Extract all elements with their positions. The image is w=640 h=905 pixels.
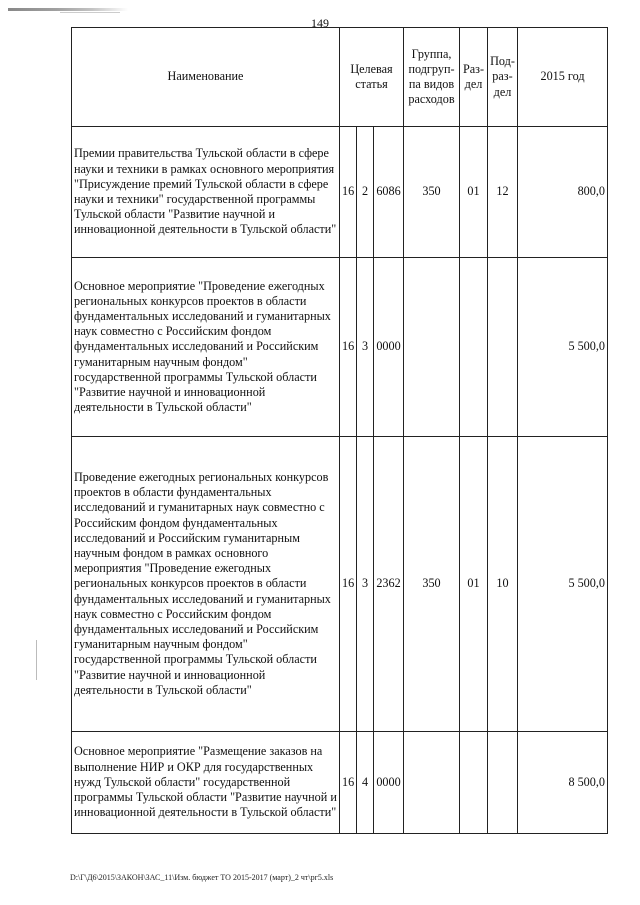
row-code-subprogram: 3: [357, 437, 374, 732]
row-code-direction: 0000: [374, 258, 404, 437]
row-code-program: 16: [340, 437, 357, 732]
row-section: 01: [460, 127, 488, 258]
row-code-direction: 2362: [374, 437, 404, 732]
row-amount: 8 500,0: [518, 732, 608, 834]
row-name: Основное мероприятие "Проведение ежегодных региональных конкурсов проектов в области фундаментальных исследований и гуманитарных наук совместно с Российским фондом фундаментальных исследований и Российским гуманитарным научным фондом" государственной программы Тульской области "Развитие научной и инновационной деятельности в Тульской области": [72, 258, 340, 437]
page-number: 149: [311, 16, 329, 30]
row-section: 01: [460, 437, 488, 732]
row-code-direction: 6086: [374, 127, 404, 258]
row-name: Премии правительства Тульской области в сфере науки и техники в рамках основного мероприятия "Присуждение премий Тульской области в сфере науки и техники" государственной программы Тульской области "Развитие научной и инновационной деятельности в Тульской области": [72, 127, 340, 258]
row-group: [404, 732, 460, 834]
row-subsection: [488, 732, 518, 834]
row-name: Проведение ежегодных региональных конкурсов проектов в области фундаментальных исследований и гуманитарных наук совместно с Российским фондом фундаментальных исследований и Российским гуманитарным научным фондом в рамках основного мероприятия "Проведение ежегодных региональных конкурсов проектов в области фундаментальных исследований и гуманитарных наук совместно с Российским фондом фундаментальных исследований и Российским гуманитарным научным фондом" государственной программы Тульской области "Развитие научной и инновационной деятельности в Тульской области": [72, 437, 340, 732]
budget-table: [71, 27, 608, 834]
row-code-program: 16: [340, 732, 357, 834]
row-group: 350: [404, 437, 460, 732]
row-amount: 5 500,0: [518, 437, 608, 732]
row-code-program: 16: [340, 127, 357, 258]
row-code-subprogram: 3: [357, 258, 374, 437]
row-code-subprogram: 2: [357, 127, 374, 258]
header-subsection: Под-раз-дел: [488, 28, 518, 127]
row-amount: 800,0: [518, 127, 608, 258]
row-name: Основное мероприятие "Размещение заказов на выполнение НИР и ОКР для государственных нужд Тульской области" государственной программы Тульской области "Развитие научной и инновационной деятельности в Тульской области": [72, 732, 340, 834]
scan-artifact: [36, 640, 37, 680]
table-row: [72, 732, 608, 834]
row-code-direction: 0000: [374, 732, 404, 834]
row-subsection: 10: [488, 437, 518, 732]
row-code-program: 16: [340, 258, 357, 437]
row-amount: 5 500,0: [518, 258, 608, 437]
row-group: 350: [404, 127, 460, 258]
header-group: Группа, подгруп-па видов расходов: [404, 28, 460, 127]
header-name: Наименование: [72, 28, 340, 127]
scan-artifact: [8, 8, 128, 11]
table-row: [72, 127, 608, 258]
row-subsection: [488, 258, 518, 437]
scan-artifact: [60, 12, 120, 13]
header-year: 2015 год: [518, 28, 608, 127]
row-group: [404, 258, 460, 437]
row-section: [460, 258, 488, 437]
row-code-subprogram: 4: [357, 732, 374, 834]
header-section: Раз-дел: [460, 28, 488, 127]
table-row: [72, 437, 608, 732]
table-header-row: [72, 28, 608, 127]
row-section: [460, 732, 488, 834]
header-target: Целевая статья: [340, 28, 404, 127]
row-subsection: 12: [488, 127, 518, 258]
file-path-footer: D:\Г\Д6\2015\ЗАКОН\ЗАС_11\Изм. бюджет ТО 2015-2017 (март)_2 чт\рг5.xls: [70, 873, 334, 882]
table-row: [72, 258, 608, 437]
